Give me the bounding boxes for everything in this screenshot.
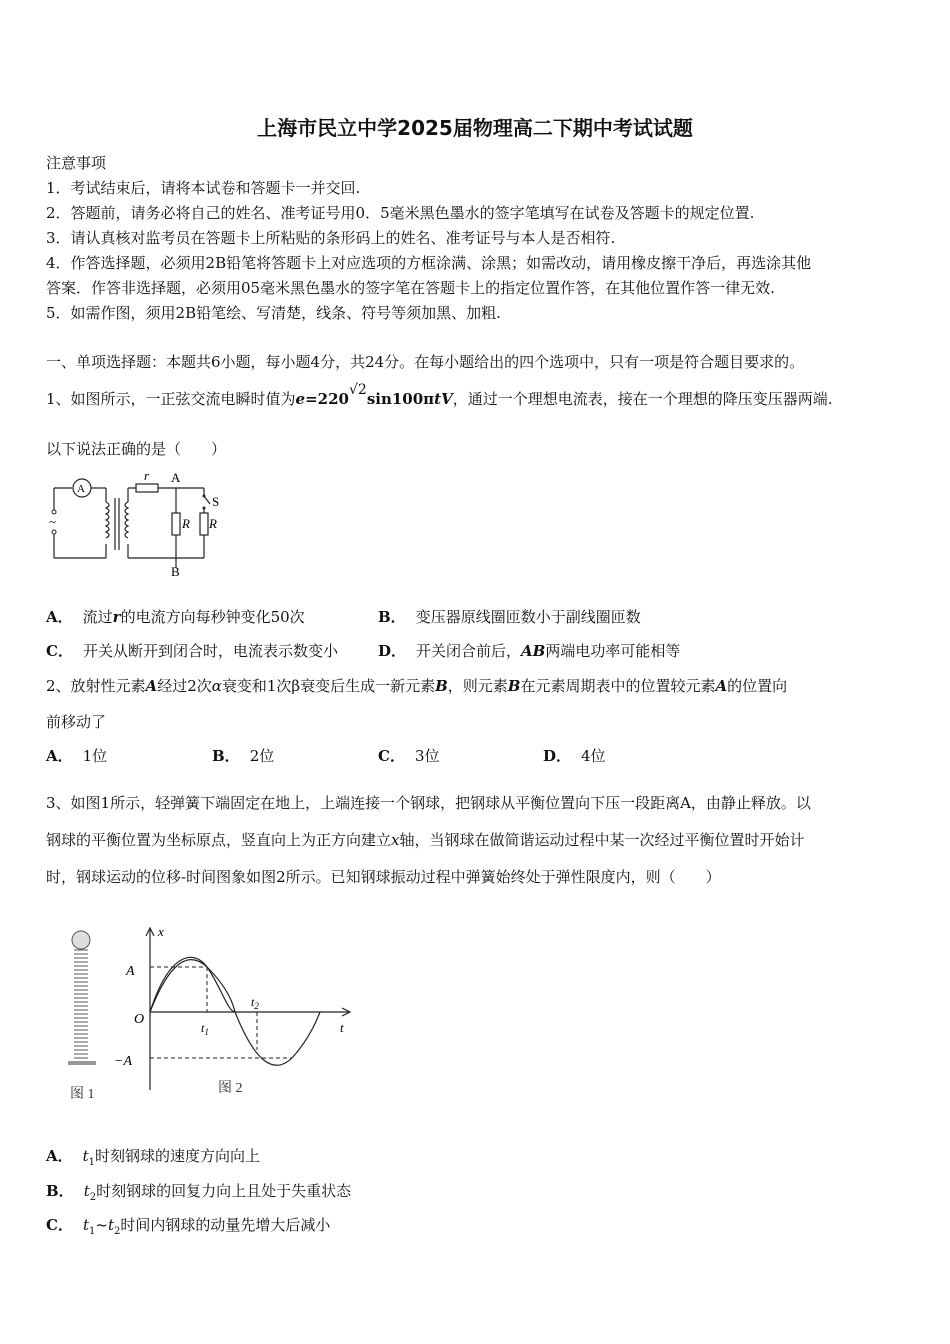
- q1-option-d[interactable]: D． 开关闭合前后，AB两端电功率可能相等: [378, 642, 681, 660]
- q2-option-c[interactable]: C． 3位: [378, 747, 440, 765]
- q1-option-a[interactable]: A． 流过r的电流方向每秒钟变化50次: [46, 608, 305, 626]
- axis-x-label: x: [158, 924, 164, 939]
- ac-source-symbol: ~: [49, 514, 57, 529]
- q3-option-c[interactable]: C． $t_1\sim t_2$时间内钢球的动量先增大后减小: [46, 1216, 331, 1237]
- q3-option-a[interactable]: A． $t_1$时刻钢球的速度方向向上: [46, 1147, 261, 1168]
- t1-label: $t_1$: [201, 1021, 209, 1037]
- t2-label: $t_2$: [251, 995, 259, 1011]
- node-a-label: A: [171, 470, 181, 485]
- amplitude-label: A: [126, 964, 135, 979]
- notice-item: 1．考试结束后，请将本试卷和答题卡一并交回.: [46, 179, 361, 197]
- resistor-R1-label: R: [182, 516, 190, 531]
- spring-figure: [68, 931, 96, 1065]
- q2-option-b[interactable]: B． 2位: [212, 747, 275, 765]
- notice-heading: 注意事项: [46, 154, 107, 172]
- node-b-label: B: [171, 564, 180, 579]
- q1-option-b[interactable]: B． 变压器原线圈匝数小于副线圈匝数: [378, 608, 641, 626]
- q3-stem-line2: 钢球的平衡位置为坐标原点，竖直向上为正方向建立x轴，当钢球在做简谐运动过程中某一次经过平衡位置时开始计: [46, 831, 805, 849]
- q2-stem-cont: 前移动了: [46, 713, 107, 731]
- spring-oscillation-figure: [60, 920, 360, 1110]
- q2-option-d[interactable]: D． 4位: [543, 747, 606, 765]
- q1-option-c[interactable]: C． 开关从断开到闭合时，电流表示数变小: [46, 642, 338, 660]
- q3-option-b[interactable]: B． $t_2$时刻钢球的回复力向上且处于失重状态: [46, 1182, 352, 1203]
- q1-stem: 1、如图所示，一正弦交流电瞬时值为e=220√2sin100πtV，通过一个理想电流表，接在一个理想的降压变压器两端.: [46, 382, 833, 408]
- resistor-R2-label: R: [209, 516, 217, 531]
- ammeter-label: A: [77, 483, 85, 495]
- notice-item: 4．作答选择题，必须用2B铅笔将答题卡上对应选项的方框涂满、涂黑；如需改动，请用橡皮擦干净后，再选涂其他: [46, 254, 812, 272]
- axis-t-label: t: [340, 1020, 344, 1035]
- circuit-diagram: [44, 468, 224, 580]
- q3-stem-line1: 3、如图1所示，轻弹簧下端固定在地上，上端连接一个钢球，把钢球从平衡位置向下压一段距离A，由静止释放。以: [46, 794, 811, 812]
- fig2-caption: 图 2: [218, 1081, 243, 1096]
- notice-item: 2．答题前，请务必将自己的姓名、准考证号用0．5毫米黑色墨水的签字笔填写在试卷及答题卡的规定位置.: [46, 204, 755, 222]
- q1-question: 以下说法正确的是（ ）: [46, 440, 227, 458]
- fig1-caption: 图 1: [70, 1087, 95, 1102]
- q2-stem: 2、放射性元素A经过2次α衰变和1次β衰变后生成一新元素B，则元素B在元素周期表中的位置较元素A的位置向: [46, 677, 788, 695]
- switch-s-label: S: [212, 494, 220, 509]
- page-title: 上海市民立中学2025届物理高二下期中考试试题: [257, 116, 693, 140]
- sqrt2: √2: [348, 382, 367, 398]
- origin-label: O: [134, 1012, 145, 1027]
- notice-item: 3．请认真核对监考员在答题卡上所粘贴的条形码上的姓名、准考证号与本人是否相符.: [46, 229, 616, 247]
- notice-item: 5．如需作图，须用2B铅笔绘、写清楚，线条、符号等须加黑、加粗.: [46, 304, 501, 322]
- q3-stem-line3: 时，钢球运动的位移-时间图象如图2所示。已知钢球振动过程中弹簧始终处于弹性限度内，则（ ）: [46, 868, 721, 886]
- q2-option-a[interactable]: A． 1位: [46, 747, 108, 765]
- section-heading: 一、单项选择题：本题共6小题，每小题4分，共24分。在每小题给出的四个选项中，只有一项是符合题目要求的。: [46, 353, 805, 371]
- notice-item: 答案．作答非选择题，必须用05毫米黑色墨水的签字笔在答题卡上的指定位置作答，在其他位置作答一律无效.: [46, 279, 775, 297]
- neg-amplitude-label: −A: [114, 1054, 132, 1069]
- resistor-r-label: r: [144, 468, 150, 483]
